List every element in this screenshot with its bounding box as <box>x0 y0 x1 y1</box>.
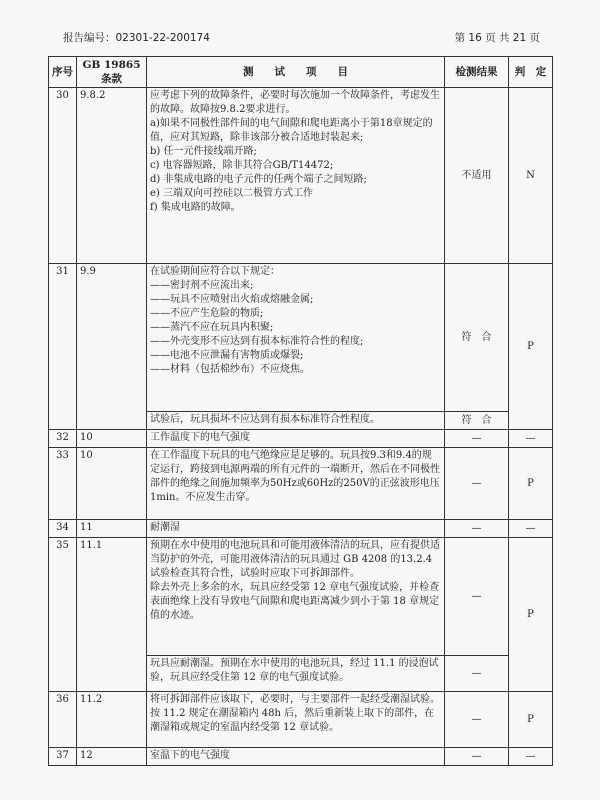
col-header-result: 检测结果 <box>445 57 509 88</box>
item-line: 室温下的电气强度 <box>150 750 230 761</box>
row-result: 不适用 <box>445 88 509 264</box>
row-verdict: P <box>509 264 553 430</box>
item-line: f) 集成电路的故障。 <box>150 202 241 213</box>
table-row <box>49 264 553 412</box>
row-clause: 9.8.2 <box>77 88 147 264</box>
table-row <box>49 692 553 748</box>
table-row <box>49 748 553 766</box>
row-result: — <box>445 520 509 538</box>
row-result: — <box>445 538 509 656</box>
table-header-row <box>49 57 553 88</box>
row-no: 33 <box>49 448 77 520</box>
table-row <box>49 538 553 656</box>
row-test-item <box>147 692 445 748</box>
row-verdict: P <box>509 692 553 748</box>
table-row <box>49 430 553 448</box>
item-line: 在试验期间应符合以下规定： <box>150 266 280 277</box>
item-line: a)如果不同极性部件间的电气间隙和爬电距离小于第18章规定的值，应对其短路，除非该部分被合适地封装起来; <box>150 118 433 143</box>
row-verdict: — <box>509 430 553 448</box>
row-no: 36 <box>49 692 77 748</box>
row-no: 37 <box>49 748 77 766</box>
col-header-verdict: 判 定 <box>509 57 553 88</box>
row-verdict: N <box>509 88 553 264</box>
row-test-item <box>147 748 445 766</box>
item-line: ——材料（包括棉纱布）不应烧焦。 <box>150 364 310 375</box>
row-verdict: P <box>509 538 553 692</box>
row-clause: 9.9 <box>77 264 147 430</box>
row-result: — <box>445 430 509 448</box>
report-number: 报告编号：02301-22-200174 <box>63 32 210 44</box>
item-line: ——不应产生危险的物质; <box>150 308 264 319</box>
row-test-item <box>147 520 445 538</box>
item-line: 工作温度下的电气强度 <box>150 432 250 443</box>
col-header-item: 测 试 项 目 <box>147 57 445 88</box>
item-line: ——电池不应泄漏有害物质或爆裂; <box>150 350 304 361</box>
row-no: 35 <box>49 538 77 692</box>
item-line: 在工作温度下玩具的电气绝缘应是足够的。玩具按9.3和9.4的规定运行，跨接到电源两端的所有元件的一端断开，然后在不同极性部件的绝缘之间施加频率为50Hz或60Hz的250V的正弦波形电压1min。不应发生击穿。 <box>150 450 440 503</box>
item-line: b) 任一元件接线端开路; <box>150 146 257 157</box>
item-line: ——密封剂不应流出来; <box>150 280 254 291</box>
row-result: 符 合 <box>445 264 509 412</box>
col-header-clause: GB 19865 条款 <box>77 57 147 88</box>
row-clause: 10 <box>77 430 147 448</box>
row-verdict: — <box>509 748 553 766</box>
item-line: 将可拆卸部件应该取下，必要时，与主要部件一起经受潮湿试验。按 11.2 规定在潮湿箱内 48h 后，然后重新装上取下的部件，在潮湿箱或规定的室温内经受第 12 章试验。 <box>150 694 440 733</box>
row-sub-result: 符 合 <box>445 412 509 430</box>
item-line: ——外壳变形不应达到有损本标准符合性的程度; <box>150 336 364 347</box>
row-no: 32 <box>49 430 77 448</box>
item-line: ——玩具不应喷射出火焰或熔融金属; <box>150 294 314 305</box>
item-line: c) 电容器短路，除非其符合GB/T14472; <box>150 160 334 171</box>
row-test-item <box>147 448 445 520</box>
item-line: ——蒸汽不应在玩具内积聚; <box>150 322 274 333</box>
row-sub-text: 玩具应耐潮湿。预期在水中使用的电池玩具，经过 11.1 的浸泡试验，玩具应经受住第 12 章的电气强度试验。 <box>147 656 445 692</box>
test-results-table <box>48 56 553 766</box>
row-verdict: — <box>509 520 553 538</box>
row-no: 31 <box>49 264 77 430</box>
item-line: e) 三端双向可控硅以二极管方式工作 <box>150 188 313 199</box>
item-line: 预期在水中使用的电池玩具和可能用液体清洁的玩具，应有提供适当防护的外壳，可能用液体清洁的玩具通过 GB 4208 的13.2.4 试验检查其符合性，试验时应取下可拆卸部件。 <box>150 540 440 579</box>
item-line: d) 非集成电路的电子元件的任两个端子之间短路; <box>150 174 367 185</box>
row-test-item <box>147 538 445 656</box>
row-clause: 11.2 <box>77 692 147 748</box>
item-line: 耐潮湿 <box>150 522 180 533</box>
row-clause: 10 <box>77 448 147 520</box>
row-test-item <box>147 88 445 264</box>
row-clause: 11 <box>77 520 147 538</box>
row-sub-text: 试验后，玩具损坏不应达到有损本标准符合性程度。 <box>147 412 445 430</box>
page-indicator: 第 16 页 共 21 页 <box>454 32 540 44</box>
row-sub-result: — <box>445 656 509 692</box>
row-no: 30 <box>49 88 77 264</box>
row-result: — <box>445 748 509 766</box>
col-header-no: 序号 <box>49 57 77 88</box>
item-line: 应考虑下列的故障条件，必要时每次施加一个故障条件，考虑发生的故障。故障按9.8.2要求进行。 <box>150 90 440 115</box>
row-no: 34 <box>49 520 77 538</box>
row-verdict: P <box>509 448 553 520</box>
row-test-item <box>147 264 445 412</box>
row-clause: 12 <box>77 748 147 766</box>
row-result: — <box>445 692 509 748</box>
table-row <box>49 520 553 538</box>
table-row <box>49 448 553 520</box>
row-test-item <box>147 430 445 448</box>
row-clause: 11.1 <box>77 538 147 692</box>
item-line: 除去外壳上多余的水，玩具应经受第 12 章电气强度试验，并检查表面绝缘上没有导致电气间隙和爬电距离减少到小于第 18 章规定值的水迹。 <box>150 582 440 621</box>
table-row <box>49 88 553 264</box>
row-result: — <box>445 448 509 520</box>
